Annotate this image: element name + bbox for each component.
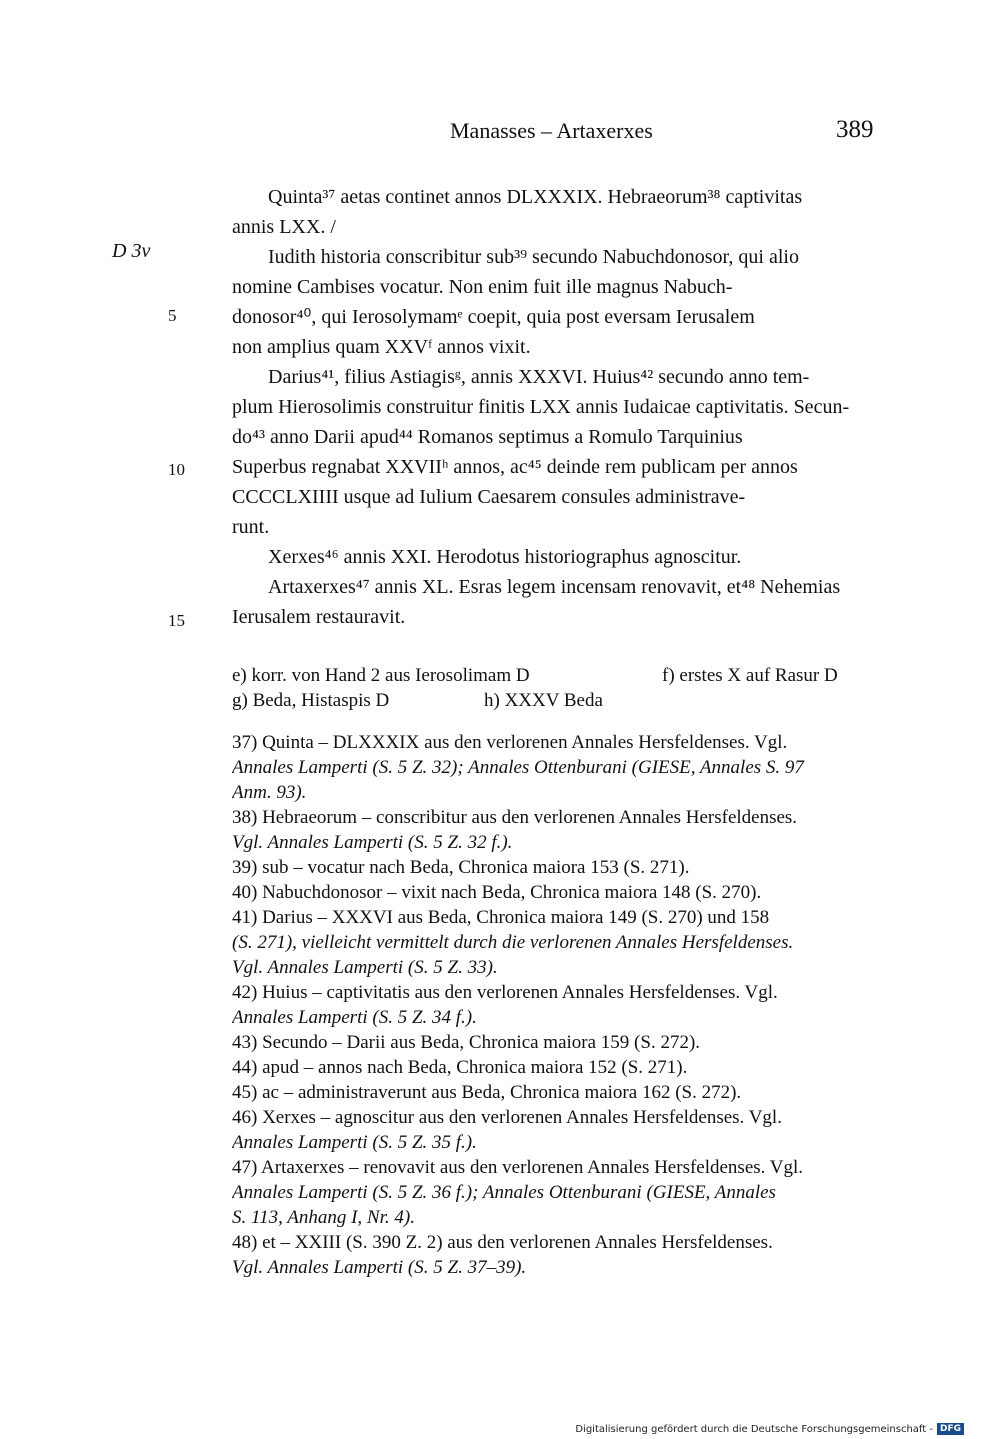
- text-line: nomine Cambises vocatur. Non enim fuit ille magnus Nabuch-: [232, 276, 733, 298]
- text-line: runt.: [232, 516, 270, 538]
- footnotes: [232, 730, 868, 1280]
- text-line: Ierusalem restauravit.: [232, 606, 406, 628]
- text-line: Darius⁴¹, filius Astiagisᵍ, annis XXXVI. Huius⁴² secundo anno tem-: [268, 366, 810, 388]
- footnote-line: 43) Secundo – Darii aus Beda, Chronica maiora 159 (S. 272).: [232, 1032, 701, 1053]
- footnote-line: Vgl. Annales Lamperti (S. 5 Z. 37–39).: [232, 1257, 527, 1278]
- footnote-line: 38) Hebraeorum – conscribitur aus den verlorenen Annales Hersfeldenses.: [232, 807, 798, 828]
- page-number: 389: [836, 116, 874, 143]
- footnote-line: Vgl. Annales Lamperti (S. 5 Z. 32 f.).: [232, 832, 513, 853]
- footnote-line: 42) Huius – captivitatis aus den verlorenen Annales Hersfeldenses. Vgl.: [232, 982, 778, 1003]
- margin-reference: D 3v: [112, 240, 151, 262]
- digitization-footer: [575, 1423, 964, 1435]
- footnote-line: 48) et – XXIII (S. 390 Z. 2) aus den verlorenen Annales Hersfeldenses.: [232, 1232, 773, 1253]
- apparatus-note: f) erstes X auf Rasur D: [662, 665, 838, 686]
- apparatus-note: g) Beda, Histaspis D: [232, 690, 390, 711]
- text-line: annis LXX. /: [232, 216, 336, 238]
- critical-apparatus: [232, 663, 868, 713]
- running-header-title: Manasses – Artaxerxes: [450, 118, 653, 143]
- line-number: 10: [168, 460, 185, 479]
- footnote-line: 41) Darius – XXXVI aus Beda, Chronica maiora 149 (S. 270) und 158: [232, 907, 770, 928]
- text-line: do⁴³ anno Darii apud⁴⁴ Romanos septimus a Romulo Tarquinius: [232, 426, 743, 448]
- footnote-line: 45) ac – administraverunt aus Beda, Chronica maiora 162 (S. 272).: [232, 1082, 742, 1103]
- main-text: [232, 182, 868, 632]
- text-line: Xerxes⁴⁶ annis XXI. Herodotus historiographus agnoscitur.: [268, 546, 742, 568]
- footnote-line: Annales Lamperti (S. 5 Z. 34 f.).: [232, 1007, 477, 1028]
- footnote-line: Annales Lamperti (S. 5 Z. 32); Annales Ottenburani (GIESE, Annales S. 97: [232, 757, 804, 778]
- footnote-line: 37) Quinta – DLXXXIX aus den verlorenen Annales Hersfeldenses. Vgl.: [232, 732, 788, 753]
- footnote-line: Vgl. Annales Lamperti (S. 5 Z. 33).: [232, 957, 498, 978]
- text-line: Quinta³⁷ aetas continet annos DLXXXIX. Hebraeorum³⁸ captivitas: [268, 186, 803, 208]
- footnote-line: Anm. 93).: [232, 782, 307, 803]
- text-line: CCCCLXIIII usque ad Iulium Caesarem consules administrave-: [232, 486, 746, 508]
- text-line: donosor⁴⁰, qui Ierosolymamᵉ coepit, quia post eversam Ierusalem: [232, 306, 755, 328]
- footnote-line: 39) sub – vocatur nach Beda, Chronica maiora 153 (S. 271).: [232, 857, 690, 878]
- dfg-logo: DFG: [937, 1423, 964, 1435]
- text-line: Artaxerxes⁴⁷ annis XL. Esras legem incensam renovavit, et⁴⁸ Nehemias: [268, 576, 841, 598]
- footnote-line: Annales Lamperti (S. 5 Z. 36 f.); Annales Ottenburani (GIESE, Annales: [232, 1182, 776, 1203]
- footnote-line: (S. 271), vielleicht vermittelt durch die verlorenen Annales Hersfeldenses.: [232, 932, 794, 953]
- line-number: 15: [168, 611, 185, 630]
- footnote-line: Annales Lamperti (S. 5 Z. 35 f.).: [232, 1132, 477, 1153]
- footnote-line: S. 113, Anhang I, Nr. 4).: [232, 1207, 415, 1228]
- footnote-line: 44) apud – annos nach Beda, Chronica maiora 152 (S. 271).: [232, 1057, 688, 1078]
- footer-text: Digitalisierung gefördert durch die Deutsche Forschungsgemeinschaft -: [575, 1423, 933, 1435]
- line-number: 5: [168, 306, 177, 325]
- footnote-line: 47) Artaxerxes – renovavit aus den verlorenen Annales Hersfeldenses. Vgl.: [232, 1157, 804, 1178]
- apparatus-note: e) korr. von Hand 2 aus Ierosolimam D: [232, 665, 530, 686]
- text-line: Superbus regnabat XXVIIʰ annos, ac⁴⁵ deinde rem publicam per annos: [232, 456, 798, 478]
- apparatus-note: h) XXXV Beda: [484, 690, 603, 711]
- text-line: plum Hierosolimis construitur finitis LXX annis Iudaicae captivitatis. Secun-: [232, 396, 850, 418]
- footnote-line: 40) Nabuchdonosor – vixit nach Beda, Chronica maiora 148 (S. 270).: [232, 882, 762, 903]
- footnote-line: 46) Xerxes – agnoscitur aus den verlorenen Annales Hersfeldenses. Vgl.: [232, 1107, 782, 1128]
- text-line: Iudith historia conscribitur sub³⁹ secundo Nabuchdonosor, qui alio: [268, 246, 799, 268]
- text-line: non amplius quam XXVᶠ annos vixit.: [232, 336, 531, 358]
